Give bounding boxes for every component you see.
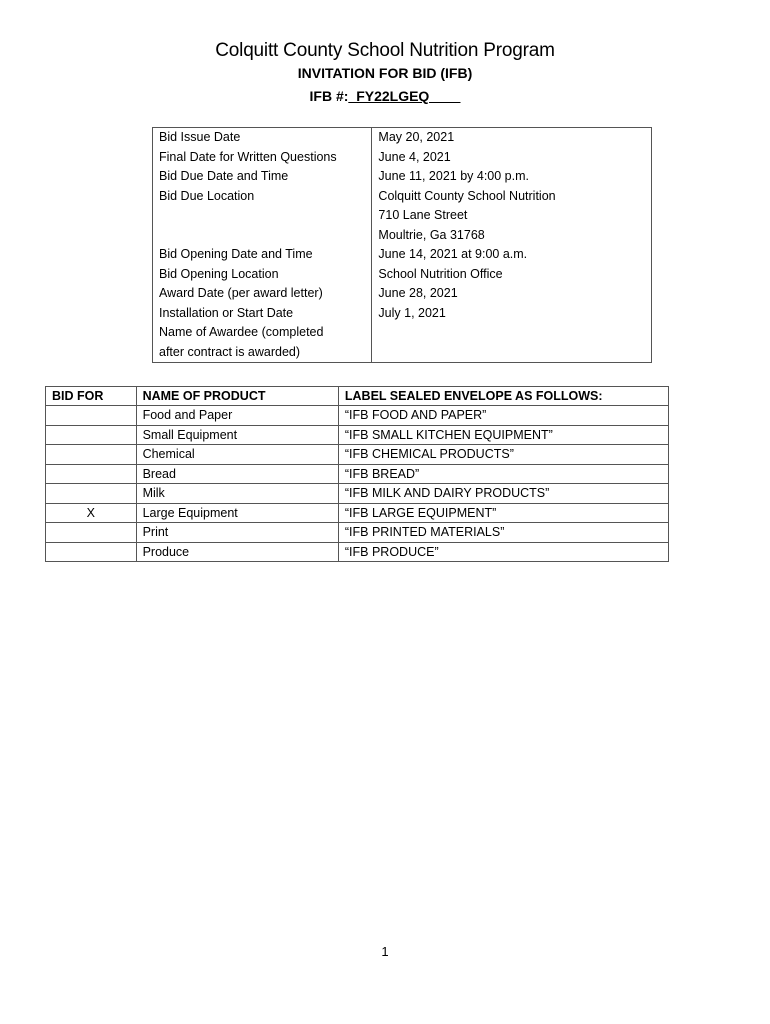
product-name-cell: Large Equipment (136, 503, 338, 523)
info-value (372, 323, 652, 363)
info-value-line: June 28, 2021 (378, 286, 458, 300)
bid-table-row (46, 484, 669, 504)
bid-products-table (45, 386, 669, 562)
info-row (153, 128, 652, 148)
product-name-cell: Print (136, 523, 338, 543)
bid-for-cell (46, 484, 137, 504)
document-title: Colquitt County School Nutrition Program (215, 40, 555, 61)
info-value-line: 710 Lane Street (378, 208, 468, 222)
envelope-label-cell: “IFB MILK AND DAIRY PRODUCTS” (338, 484, 668, 504)
info-value-line: June 11, 2021 by 4:00 p.m. (378, 169, 529, 183)
info-row (153, 304, 652, 324)
info-row (153, 167, 652, 187)
product-name-cell: Milk (136, 484, 338, 504)
bid-table-row (46, 425, 669, 445)
envelope-label-cell: “IFB PRINTED MATERIALS” (338, 523, 668, 543)
info-row (153, 265, 652, 285)
bid-table-row (46, 503, 669, 523)
info-row (153, 187, 652, 246)
bid-for-cell (46, 406, 137, 426)
envelope-label-cell: “IFB SMALL KITCHEN EQUIPMENT” (338, 425, 668, 445)
ifb-label: IFB #: (309, 88, 349, 104)
info-value (372, 148, 652, 168)
info-value-line: Moultrie, Ga 31768 (378, 227, 485, 242)
info-label: Bid Opening Location (153, 265, 372, 285)
info-value (372, 187, 652, 246)
info-label-line: Name of Awardee (completed (159, 325, 324, 339)
info-row (153, 284, 652, 304)
bid-table-row (46, 406, 669, 426)
envelope-label-cell: “IFB BREAD” (338, 464, 668, 484)
info-label: Bid Opening Date and Time (153, 245, 372, 265)
bid-table-header-row (46, 387, 669, 406)
info-value (372, 128, 652, 148)
info-value (372, 245, 652, 265)
info-row (153, 323, 652, 363)
info-label: Bid Issue Date (153, 128, 372, 148)
info-value-line: Colquitt County School Nutrition (378, 188, 556, 203)
info-value (372, 284, 652, 304)
product-name-cell: Bread (136, 464, 338, 484)
document-subtitle: INVITATION FOR BID (IFB) (297, 65, 473, 81)
header-envelope-label: LABEL SEALED ENVELOPE AS FOLLOWS: (338, 387, 668, 406)
ifb-number-line (0, 88, 770, 104)
product-name-cell: Small Equipment (136, 425, 338, 445)
product-name-cell: Produce (136, 542, 338, 562)
envelope-label-cell: “IFB LARGE EQUIPMENT” (338, 503, 668, 523)
info-value-line (378, 323, 645, 343)
bid-table-row (46, 542, 669, 562)
bid-table-row (46, 523, 669, 543)
envelope-label-cell: “IFB CHEMICAL PRODUCTS” (338, 445, 668, 465)
page-number: 1 (381, 944, 389, 959)
bid-table-row (46, 445, 669, 465)
info-value-line: June 4, 2021 (378, 149, 451, 164)
info-value (372, 304, 652, 324)
bid-info-table (152, 127, 652, 363)
info-label: Final Date for Written Questions (153, 148, 372, 168)
info-label: Bid Due Location (153, 187, 372, 246)
ifb-number: _FY22LGEQ____ (348, 88, 461, 104)
info-row (153, 245, 652, 265)
info-row (153, 148, 652, 168)
bid-for-cell (46, 523, 137, 543)
bid-for-cell (46, 425, 137, 445)
envelope-label-cell: “IFB FOOD AND PAPER” (338, 406, 668, 426)
info-label: Award Date (per award letter) (153, 284, 372, 304)
info-label (153, 323, 372, 363)
bid-for-cell (46, 445, 137, 465)
product-name-cell: Chemical (136, 445, 338, 465)
header-product-name: NAME OF PRODUCT (136, 387, 338, 406)
header-bid-for: BID FOR (46, 387, 137, 406)
bid-table-row (46, 464, 669, 484)
info-label: Bid Due Date and Time (153, 167, 372, 187)
bid-for-cell (46, 542, 137, 562)
envelope-label-cell: “IFB PRODUCE” (338, 542, 668, 562)
info-label: Installation or Start Date (153, 304, 372, 324)
info-value-line: School Nutrition Office (378, 266, 503, 281)
info-value (372, 265, 652, 285)
product-name-cell: Food and Paper (136, 406, 338, 426)
info-label-line: after contract is awarded) (159, 344, 301, 359)
info-value-line: May 20, 2021 (378, 130, 455, 144)
info-value (372, 167, 652, 187)
info-value-line: June 14, 2021 at 9:00 a.m. (378, 247, 528, 261)
bid-for-cell (46, 464, 137, 484)
bid-for-cell: X (46, 503, 137, 523)
info-value-line: July 1, 2021 (378, 305, 446, 320)
